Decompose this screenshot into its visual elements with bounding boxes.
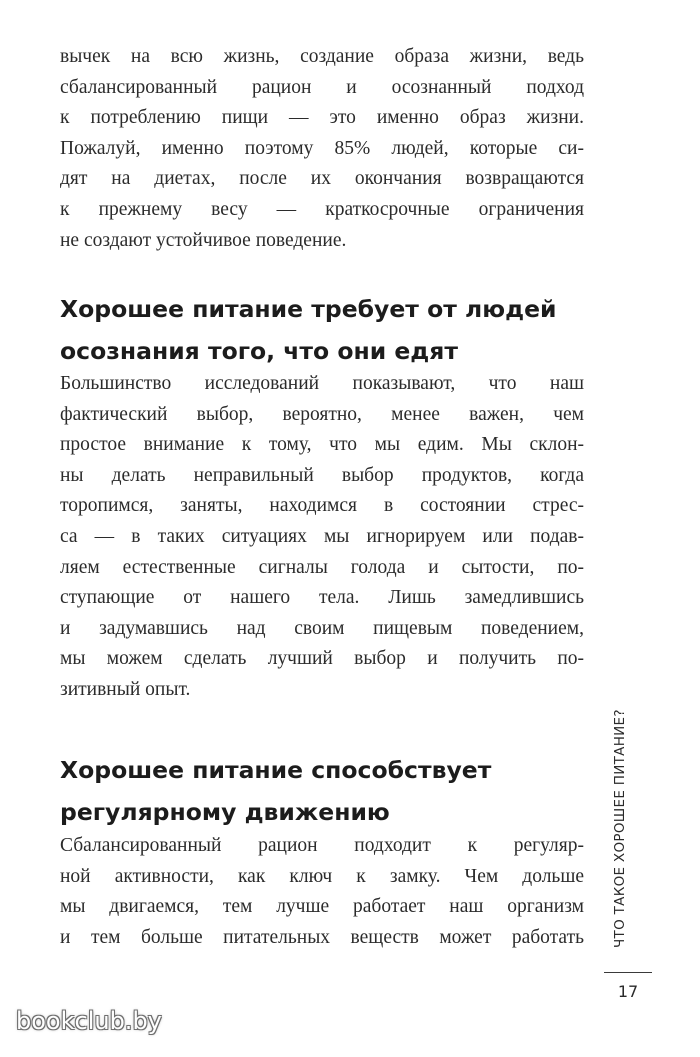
watermark-logo: bookclub.by	[16, 1007, 162, 1035]
text-line: мы двигаемся, тем лучше работает наш организм	[60, 896, 584, 918]
heading-line: Хорошее питание способствует	[60, 756, 492, 784]
text-line: ступающие от нашего тела. Лишь замедлившись	[60, 587, 584, 609]
paragraph-movement	[60, 831, 584, 953]
text-line: зитивный опыт.	[60, 678, 191, 700]
text-line: простое внимание к тому, что мы едим. Мы склон-	[60, 434, 584, 456]
text-line: ной активности, как ключ к замку. Чем дольше	[60, 865, 584, 887]
text-line: ляем естественные сигналы голода и сытости, по-	[60, 556, 584, 578]
paragraph-awareness	[60, 369, 584, 706]
text-line: ны делать неправильный выбор продуктов, когда	[60, 464, 584, 486]
page-number: 17	[617, 982, 639, 1001]
text-line: и задумавшись над своим пищевым поведением,	[60, 617, 584, 639]
text-line: фактический выбор, вероятно, менее важен, чем	[60, 403, 584, 425]
text-line: не создают устойчивое поведение.	[60, 229, 347, 251]
text-line: вычек на всю жизнь, создание образа жизни, ведь	[60, 46, 584, 67]
text-line: Сбалансированный рацион подходит к регуляр-	[60, 835, 584, 856]
running-chapter-title: ЧТО ТАКОЕ ХОРОШЕЕ ПИТАНИЕ?	[612, 709, 628, 948]
section-heading-awareness	[60, 288, 600, 372]
text-line: са — в таких ситуациях мы игнорируем или подав-	[60, 525, 584, 547]
text-line: к прежнему весу — краткосрочные ограничения	[60, 198, 584, 220]
text-line: и тем больше питательных веществ может работать	[60, 926, 584, 948]
text-line: Пожалуй, именно поэтому 85% людей, которые си-	[60, 137, 584, 159]
text-line: Большинство исследований показывают, что наш	[60, 373, 584, 394]
section-heading-movement	[60, 749, 600, 833]
heading-line: Хорошее питание требует от людей	[60, 295, 557, 323]
text-line: мы можем сделать лучший выбор и получить по-	[60, 648, 584, 670]
heading-line: регулярному движению	[60, 798, 390, 826]
paragraph-intro	[60, 42, 584, 256]
heading-line: осознания того, что они едят	[60, 337, 458, 365]
text-line: к потреблению пищи — это именно образ жизни.	[60, 107, 584, 129]
text-line: сбалансированный рацион и осознанный подход	[60, 76, 584, 98]
text-line: дят на диетах, после их окончания возвращаются	[60, 168, 584, 190]
page-number-divider	[604, 972, 652, 973]
text-line: торопимся, заняты, находимся в состоянии стрес-	[60, 495, 584, 517]
